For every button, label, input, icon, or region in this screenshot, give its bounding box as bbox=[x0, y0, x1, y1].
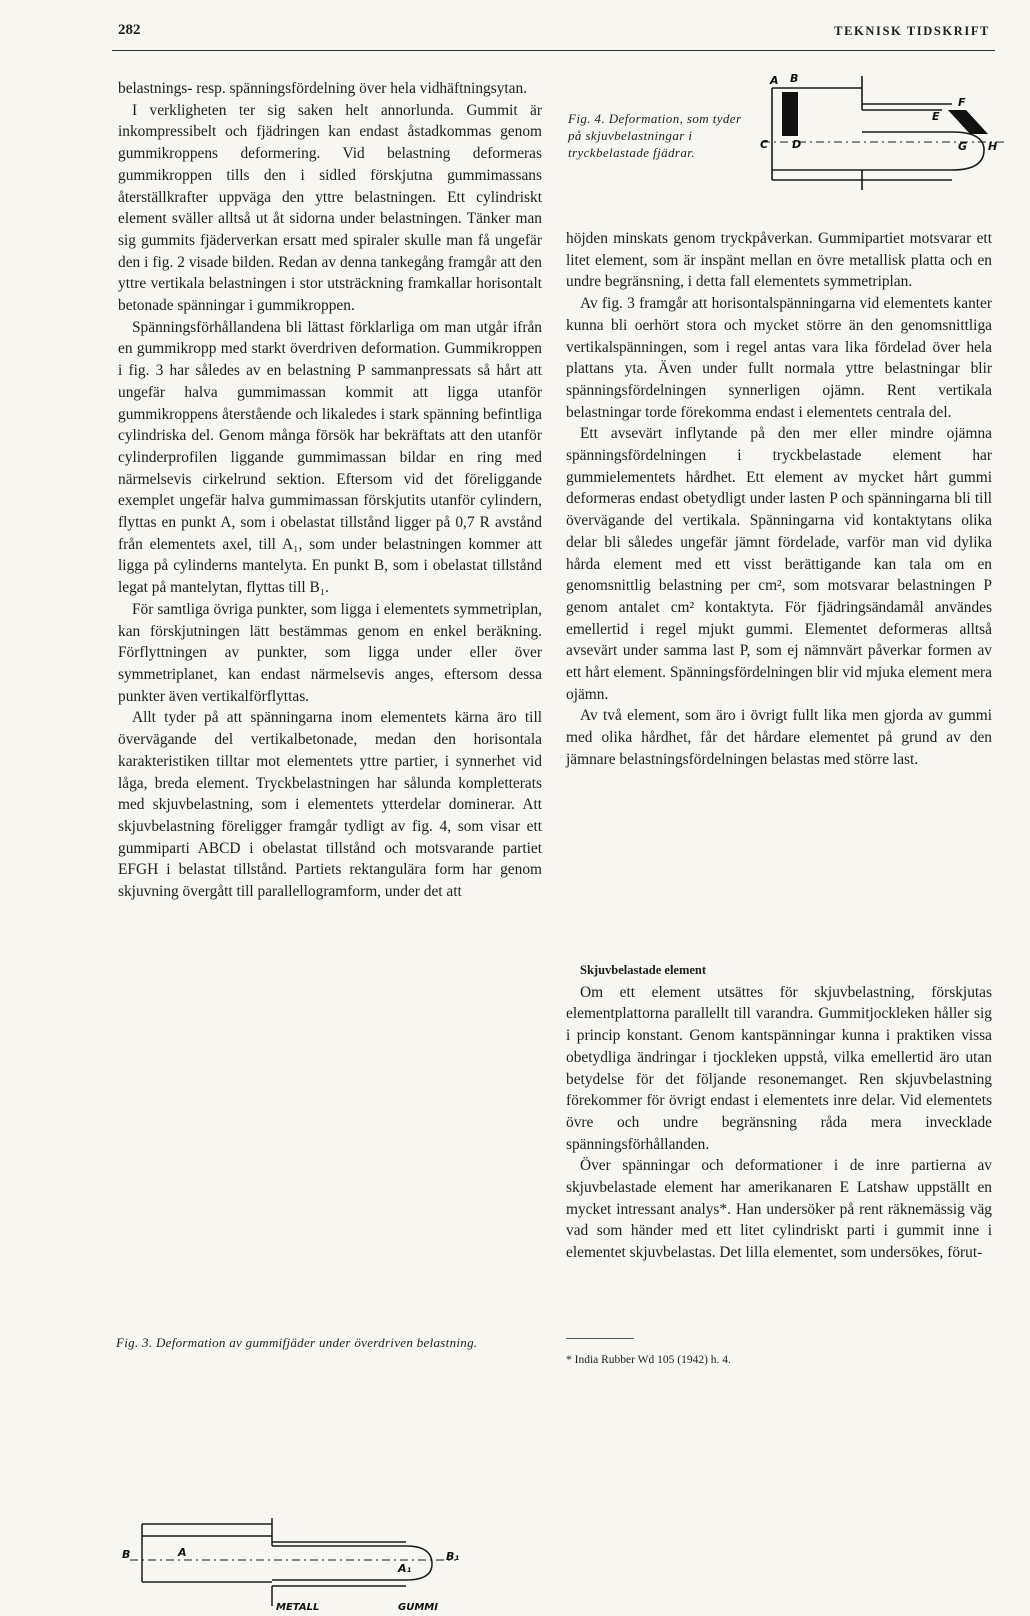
paragraph: höjden minskats genom tryckpåverkan. Gummipartiet motsvarar ett litet element, som är inspänt mellan en övre metallisk platta och en undre begränsning, i detta fall elementets symmetriplan. bbox=[566, 230, 992, 291]
paragraph: Ett avsevärt inflytande på den mer eller mindre ojämna spänningsfördelningen i tryckbelastade element har gummielementets hårdhet. Ett element av mycket hårt gummi deformeras endast obetydligt under lasten P och spänningarna bli till övervägande del vertikala. Spänningarna vid kontaktytans olika delar bli således ungefär jämnt fördelade, varför man vid dylika hårda element med ett visst berättigande kan tala om en genomsnittlig belastning per cm², som motsvarar belastningen P genom antalet cm² kontaktyta. För fjädringsändamål användes emellertid i regel mjukt gummi. Elementet deformeras alltså avsevärt under samma last P, som ej nämnvärt påverkar formen av ett hårt element. Spänningsfördelningen blir vid mjuka element mera ojämn. bbox=[566, 425, 992, 703]
paragraph: Allt tyder på att spänningarna inom elementets kärna äro till övervägande del vertikalbetonade, medan den horisontala karakteristiken tilltar mot elementets yttre partier, i synnerhet vid låga, breda element. Tryckbelastningen har sålunda kompletterats med skjuvbelastning, som i elementets ytterdelar dominerar. Att skjuvbelastning föreligger framgår tydligt av fig. 4, som visar ett gummiparti ABCD i obelastat tillstånd och motsvarande partiet EFGH i belastat tillstånd. Partiets rektangulära form har genom skjuvning övergått till parallellogramform, under det att bbox=[118, 709, 542, 901]
page-number: 282 bbox=[118, 22, 141, 38]
rubber-block-abcd bbox=[782, 92, 798, 136]
paragraph: Av fig. 3 framgår att horisontalspänningarna vid elementets kanter kunna bli oerhört stora och mycket större än den genomsnittliga vertikalspänningen, som i regel antas vara lika fördelad över hela plattans yta. Även under fullt normala yttre belastningar blir spänningsfördelningen synnerligen ojämn. Rent vertikala belastningar torde förekomma endast i elementets centrala del. bbox=[566, 295, 992, 421]
paragraph: Över spänningar och deformationer i de inre partierna av skjuvbelastade element har amerikanaren E Latshaw uppställt en mycket intressant analys*. Han undersöker på rent räknemässig väg vad som händer med ett litet cylindriskt parti i gummit inne i elementet skjuvbelastas. Det lilla elementet, som undersökes, förut- bbox=[566, 1157, 992, 1262]
fig3-label-b1: B₁ bbox=[446, 1550, 460, 1563]
fig3-diagram bbox=[116, 1516, 496, 1616]
fig4-label-d: D bbox=[792, 138, 802, 151]
fig4-diagram bbox=[752, 70, 1014, 198]
journal-title: TEKNISK TIDSKRIFT bbox=[834, 24, 990, 38]
footnote-rule bbox=[566, 1338, 634, 1339]
fig3-label-b: B bbox=[122, 1548, 131, 1561]
fig4-label-f: F bbox=[958, 96, 966, 109]
paragraph: För samtliga övriga punkter, som ligga i elementets symmetriplan, kan förskjutningen lätt bestämmas genom en enkel beräkning. Förflyttningen av punkter, som ligga under eller över symmetriplanet, kan endast närmelsevis anges, eftersom dessa punkter även vertikalförflyttas. bbox=[118, 600, 542, 705]
fig4-label-c: C bbox=[760, 138, 769, 151]
fig3-label-metall: METALL bbox=[276, 1602, 320, 1613]
fig3-label-gummi: GUMMI bbox=[398, 1602, 438, 1613]
footnote: * India Rubber Wd 105 (1942) h. 4. bbox=[566, 1354, 731, 1366]
fig3-caption: Fig. 3. Deformation av gummifjäder under överdriven belastning. bbox=[116, 1335, 478, 1350]
fig4-label-b: B bbox=[790, 72, 799, 85]
paragraph: Spänningsförhållandena bli lättast förklarliga om man utgår ifrån en gummikropp med starkt överdriven deformation. Gummikroppen i fig. 3 har således av en belastning P sammanpressats så hårt att ungefär halva gummimassan kommit att ligga utanför gummikroppens återstående och likaledes i stark spänning befintliga cylindriska del. Genom många försök har bekräftats att den utanför cylinderprofilen liggande gummimassan bildar en ring med närmelsevis cirkelrund sektion. Eftersom vid det föreliggande exemplet ungefär halva gummimassan förskjutits utanför cylindern, flyttas en punkt A, som i obelastat tillstånd ligger på 0,7 R avstånd från elementets axel, till A₁, som under belastningen kommer att ligga på cylinderns mantelyta. En punkt B, som i obelastat tillstånd legat på mantelytan, flyttas till B₁. bbox=[118, 318, 542, 597]
paragraph: Av två element, som äro i övrigt fullt lika men gjorda av gummi med olika hårdhet, får det hårdare elementet på grund av den jämnare belastningsfördelningen belastas med större last. bbox=[566, 707, 992, 768]
fig3-label-a: A bbox=[178, 1546, 187, 1559]
fig4-label-e: E bbox=[932, 110, 940, 123]
fig3-label-a1: A₁ bbox=[398, 1562, 412, 1575]
header-rule bbox=[112, 50, 995, 51]
rubber-parallelogram-efgh bbox=[948, 110, 988, 134]
paragraph: belastnings- resp. spänningsfördelning över hela vidhäftningsytan. bbox=[118, 80, 528, 97]
right-column-top bbox=[566, 228, 992, 771]
fig4-label-g: G bbox=[958, 140, 968, 153]
fig4-label-a: A bbox=[770, 74, 779, 87]
section-heading: Skjuvbelastade element bbox=[580, 963, 707, 977]
right-column-bottom bbox=[566, 960, 992, 1264]
paragraph: Om ett element utsättes för skjuvbelastning, förskjutas elementplattorna parallellt till varandra. Gummitjockleken håller sig i princip konstant. Genom kantspänningar kunna i praktiken vissa obetydliga ändringar i tjockleken uppstå, vilka emellertid äro utan betydelse för det följande resonemanget. Ren skjuvbelastning förekommer för övrigt endast i elementets inre delar. Vid elementets övre och undre begränsning råda mera invecklade spänningsförhållanden. bbox=[566, 983, 992, 1153]
fig4-caption: Fig. 4. Deformation, som tyder på skjuvbelastningar i tryckbelastade fjädrar. bbox=[568, 111, 742, 160]
fig4-label-h: H bbox=[988, 140, 998, 153]
left-column bbox=[118, 78, 542, 903]
paragraph: I verkligheten ter sig saken helt annorlunda. Gummit är inkompressibelt och fjädringen kan endast åstadkommas genom gummikroppens deformering. Vid belastning deformeras gummikroppen tills den i sidled förskjutna gummimassans återställkrafter uppväga den yttre belastningen. Ett cylindriskt element sväller alltså ut åt sidorna under belastningen. Tänker man sig gummits fjäderverkan ersatt med spiraler skulle man få ungefär den i fig. 2 visade bilden. Redan av denna tankegång framgår att den yttre vertikala belastningen i stor utsträckning framkallar horisontalt betonade spänningar i gummikroppen. bbox=[118, 101, 542, 315]
